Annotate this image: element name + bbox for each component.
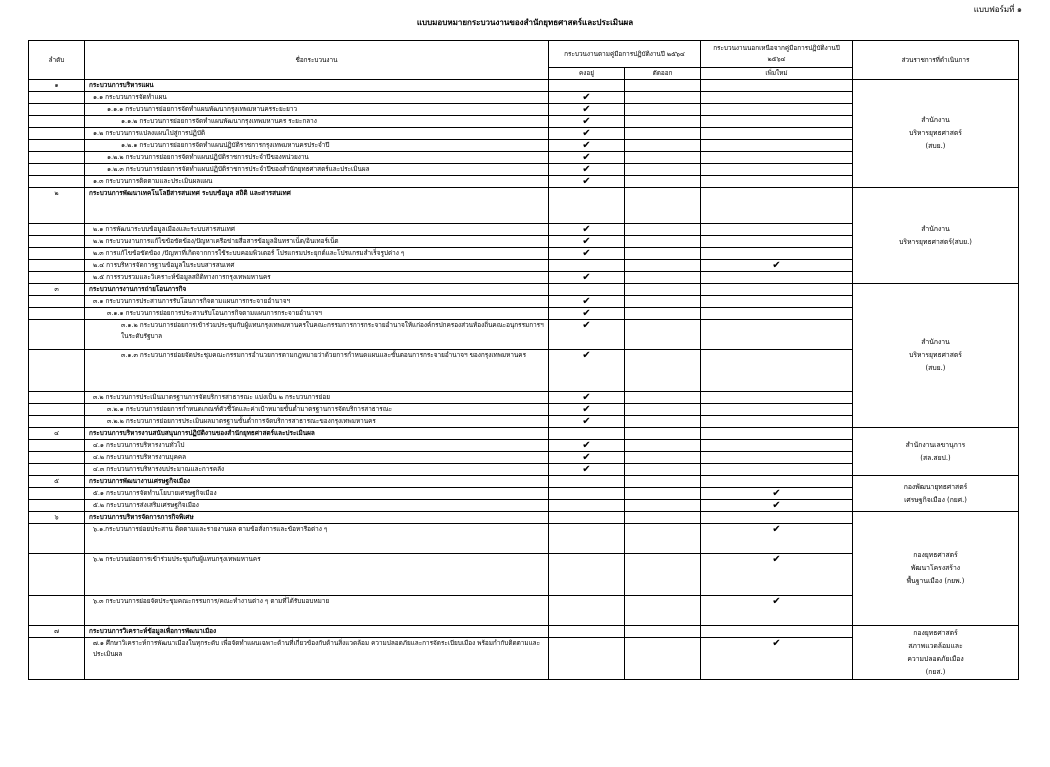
- row-number: [29, 488, 85, 500]
- keep-cell: [549, 392, 625, 404]
- process-name: ๖.๑.กระบวนการย่อยประสาน ติดตามและรายงานผล ตามข้อสั่งการและข้อหารือต่าง ๆ: [85, 524, 549, 554]
- keep-cell: [549, 308, 625, 320]
- keep-cell: [549, 638, 625, 680]
- keep-cell: [549, 626, 625, 638]
- page-title: แบบมอบหมายกระบวนงานของสำนักยุทธศาสตร์และประเมินผล: [416, 18, 634, 27]
- new-cell: [701, 104, 853, 116]
- cut-cell: [625, 104, 701, 116]
- header-name: ชื่อกระบวนงาน: [85, 41, 549, 80]
- keep-cell: [549, 524, 625, 554]
- process-name: ๒.๕ การรวบรวมและวิเคราะห์ข้อมูลสถิติทางการกรุงเทพมหานคร: [85, 272, 549, 284]
- new-cell: [701, 272, 853, 284]
- process-name: ๓.๒.๒ กระบวนการย่อยการประเมินผลมาตรฐานขั้นต่ำการจัดบริการสาธารณะของกรุงเทพมหานคร: [85, 416, 549, 428]
- row-number: [29, 272, 85, 284]
- keep-cell: [549, 296, 625, 308]
- check-icon: ✔: [582, 116, 591, 127]
- new-cell: [701, 476, 853, 488]
- header-cut: ตัดออก: [625, 68, 701, 80]
- process-name: ๕.๑ กระบวนการจัดทำนโยบายเศรษฐกิจเมือง: [85, 488, 549, 500]
- process-name: ๒.๒ กระบวนงานการแก้ไขข้อขัดข้อง/ปัญหาเครือข่ายสื่อสารข้อมูลอินทราเน็ต/อินเทอร์เน็ต: [85, 236, 549, 248]
- responsible-unit: [853, 188, 1019, 284]
- row-number: [29, 500, 85, 512]
- responsible-unit: [853, 284, 1019, 428]
- new-cell: [701, 92, 853, 104]
- keep-cell: [549, 350, 625, 392]
- form-number: แบบฟอร์มที่ ๑: [973, 5, 1022, 14]
- cut-cell: [625, 152, 701, 164]
- new-cell: [701, 188, 853, 224]
- cut-cell: [625, 428, 701, 440]
- process-name: กระบวนการวิเคราะห์ข้อมูลเพื่อการพัฒนาเมือง: [85, 626, 549, 638]
- keep-cell: [549, 284, 625, 296]
- process-name: ๑.๑.๒ กระบวนการย่อยการจัดทำแผนพัฒนากรุงเทพมหานคร ระยะกลาง: [85, 116, 549, 128]
- cut-cell: [625, 164, 701, 176]
- check-icon: ✔: [582, 140, 591, 151]
- process-name: ๓.๑.๒ กระบวนการย่อยการเข้าร่วมประชุมกับผู้แทนกรุงเทพมหานครในคณะกรรมการการกระจายอำนาจให้แก่องค์กรปกครองส่วนท้องถิ่นคณะอนุกรรมการฯ ในระดับรัฐบาล: [85, 320, 549, 350]
- responsible-line: สำนักงาน: [921, 338, 950, 346]
- process-name: ๓.๑.๑ กระบวนการย่อยการประสานรับโอนภารกิจตามแผนการกระจายอำนาจฯ: [85, 308, 549, 320]
- cut-cell: [625, 626, 701, 638]
- table-row: [29, 512, 1019, 524]
- process-name: ๑.๓ กระบวนการติดตามและประเมินผลแผน: [85, 176, 549, 188]
- responsible-line: สำนักงาน: [921, 224, 950, 233]
- responsible-line: (สบย.): [925, 142, 946, 150]
- check-icon: ✔: [582, 404, 591, 415]
- process-name: กระบวนการบริหารแผน: [85, 80, 549, 92]
- cut-cell: [625, 272, 701, 284]
- row-number: [29, 104, 85, 116]
- new-cell: [701, 116, 853, 128]
- row-number: [29, 404, 85, 416]
- table-row: [29, 284, 1019, 296]
- row-number: [29, 440, 85, 452]
- cut-cell: [625, 236, 701, 248]
- table-row: [29, 428, 1019, 440]
- row-number: [29, 152, 85, 164]
- check-icon: ✔: [582, 308, 591, 319]
- responsible-line: กองยุทธศาสตร์: [913, 551, 958, 559]
- table-row: [29, 626, 1019, 638]
- row-number: [29, 464, 85, 476]
- keep-cell: [549, 80, 625, 92]
- row-number: [29, 176, 85, 188]
- keep-cell: [549, 500, 625, 512]
- keep-cell: [549, 104, 625, 116]
- header-outside-group: กระบวนงานนอกเหนือจากคู่มือการปฏิบัติงานปี ๒๕๖๔: [701, 41, 853, 68]
- check-icon: ✔: [582, 128, 591, 139]
- responsible-line: พื้นฐานเมือง (กยพ.): [906, 577, 965, 585]
- keep-cell: [549, 404, 625, 416]
- row-number: [29, 638, 85, 680]
- new-cell: [701, 308, 853, 320]
- process-name: ๒.๓ การแก้ไขข้อขัดข้อง /ปัญหาที่เกิดจากการใช้ระบบคอมพิวเตอร์ โปรแกรมประยุกต์และโปรแกรมสำเร็จรูปต่าง ๆ: [85, 248, 549, 260]
- row-number: [29, 128, 85, 140]
- table-body: [29, 80, 1019, 680]
- responsible-line: (สบย.): [925, 364, 946, 372]
- row-number: ๓: [29, 284, 85, 296]
- new-cell: [701, 554, 853, 596]
- keep-cell: [549, 260, 625, 272]
- check-icon: ✔: [582, 464, 591, 475]
- keep-cell: [549, 176, 625, 188]
- process-name: ๑.๒.๒ กระบวนการย่อยการจัดทำแผนปฏิบัติราชการประจำปีของหน่วยงาน: [85, 152, 549, 164]
- header-manual-group: กระบวนงานตามคู่มือการปฏิบัติงานปี ๒๕๖๔: [549, 41, 701, 68]
- keep-cell: [549, 140, 625, 152]
- row-number: ๕: [29, 476, 85, 488]
- new-cell: [701, 428, 853, 440]
- new-cell: [701, 164, 853, 176]
- process-name: ๑.๒.๓ กระบวนการย่อยการจัดทำแผนปฏิบัติราชการประจำปีของสำนักยุทธศาสตร์และประเมินผล: [85, 164, 549, 176]
- row-number: ๑: [29, 80, 85, 92]
- cut-cell: [625, 440, 701, 452]
- responsible-line: ความปลอดภัยเมือง: [907, 654, 964, 663]
- check-icon: ✔: [582, 452, 591, 463]
- new-cell: [701, 260, 853, 272]
- process-name: ๖.๒ กระบวนย่อยการเข้าร่วมประชุมกับผู้แทนกรุงเทพมหานคร: [85, 554, 549, 596]
- keep-cell: [549, 164, 625, 176]
- keep-cell: [549, 92, 625, 104]
- table-row: [29, 476, 1019, 488]
- new-cell: [701, 128, 853, 140]
- new-cell: [701, 452, 853, 464]
- check-icon: ✔: [772, 488, 781, 499]
- check-icon: ✔: [582, 176, 591, 187]
- responsible-line: กองยุทธศาสตร์: [913, 628, 958, 637]
- process-name: กระบวนการงานการถ่ายโอนภารกิจ: [85, 284, 549, 296]
- check-icon: ✔: [582, 224, 591, 235]
- cut-cell: [625, 140, 701, 152]
- cut-cell: [625, 500, 701, 512]
- cut-cell: [625, 320, 701, 350]
- cut-cell: [625, 224, 701, 236]
- process-name: ๑.๑ กระบวนการจัดทำแผน: [85, 92, 549, 104]
- row-number: [29, 416, 85, 428]
- cut-cell: [625, 116, 701, 128]
- cut-cell: [625, 188, 701, 224]
- keep-cell: [549, 512, 625, 524]
- cut-cell: [625, 350, 701, 392]
- cut-cell: [625, 308, 701, 320]
- new-cell: [701, 392, 853, 404]
- new-cell: [701, 80, 853, 92]
- keep-cell: [549, 188, 625, 224]
- row-number: ๗: [29, 626, 85, 638]
- responsible-line: สภาพแวดล้อมและ: [908, 641, 963, 650]
- row-number: ๖: [29, 512, 85, 524]
- new-cell: [701, 236, 853, 248]
- check-icon: ✔: [582, 164, 591, 175]
- header-keep: คงอยู่: [549, 68, 625, 80]
- row-number: ๔: [29, 428, 85, 440]
- check-icon: ✔: [582, 236, 591, 247]
- process-name: ๑.๒ กระบวนการแปลงแผนไปสู่การปฏิบัติ: [85, 128, 549, 140]
- row-number: [29, 92, 85, 104]
- responsible-line: บริหารยุทธศาสตร์: [909, 351, 962, 359]
- check-icon: ✔: [772, 500, 781, 511]
- row-number: [29, 452, 85, 464]
- responsible-line: กองพัฒนายุทธศาสตร์: [903, 482, 968, 491]
- table-row: [29, 80, 1019, 92]
- cut-cell: [625, 416, 701, 428]
- new-cell: [701, 416, 853, 428]
- responsible-unit: [853, 80, 1019, 188]
- keep-cell: [549, 488, 625, 500]
- check-icon: ✔: [582, 248, 591, 259]
- check-icon: ✔: [772, 524, 781, 535]
- header-new: เพิ่มใหม่: [701, 68, 853, 80]
- new-cell: [701, 224, 853, 236]
- cut-cell: [625, 92, 701, 104]
- cut-cell: [625, 296, 701, 308]
- process-name: ๒.๑ การพัฒนาระบบข้อมูลเมืองและระบบสารสนเทศ: [85, 224, 549, 236]
- row-number: ๒: [29, 188, 85, 224]
- check-icon: ✔: [582, 320, 591, 331]
- cut-cell: [625, 596, 701, 626]
- new-cell: [701, 512, 853, 524]
- responsible-unit: [853, 626, 1019, 680]
- responsible-line: เศรษฐกิจเมือง (กยศ.): [904, 495, 967, 504]
- process-name: ๔.๒ กระบวนการบริหารงานบุคคล: [85, 452, 549, 464]
- process-name: ๓.๑ กระบวนการประสานการรับโอนการกิจตามแผนการกระจายอำนาจฯ: [85, 296, 549, 308]
- keep-cell: [549, 464, 625, 476]
- keep-cell: [549, 320, 625, 350]
- cut-cell: [625, 392, 701, 404]
- row-number: [29, 350, 85, 392]
- responsible-line: (กยส.): [925, 667, 946, 676]
- process-table: [28, 40, 1019, 680]
- row-number: [29, 524, 85, 554]
- cut-cell: [625, 512, 701, 524]
- responsible-line: บริหารยุทธศาสตร์: [909, 129, 962, 137]
- check-icon: ✔: [582, 92, 591, 103]
- process-name: ๒.๔ การบริหารจัดการฐานข้อมูลในระบบสารสนเทศ: [85, 260, 549, 272]
- cut-cell: [625, 476, 701, 488]
- cut-cell: [625, 176, 701, 188]
- cut-cell: [625, 638, 701, 680]
- process-name: กระบวนการพัฒนาเทคโนโลยีสารสนเทศ ระบบข้อมูล สถิติ และสารสนเทศ: [85, 188, 549, 224]
- keep-cell: [549, 152, 625, 164]
- keep-cell: [549, 224, 625, 236]
- responsible-line: บริหารยุทธศาสตร์(สบย.): [899, 237, 972, 246]
- check-icon: ✔: [772, 638, 781, 649]
- keep-cell: [549, 128, 625, 140]
- row-number: [29, 140, 85, 152]
- table-row: [29, 188, 1019, 224]
- cut-cell: [625, 404, 701, 416]
- responsible-unit: [853, 476, 1019, 512]
- keep-cell: [549, 440, 625, 452]
- keep-cell: [549, 116, 625, 128]
- new-cell: [701, 152, 853, 164]
- row-number: [29, 596, 85, 626]
- responsible-line: สำนักงานเลขานุการ: [905, 440, 966, 449]
- process-name: กระบวนการบริหารจัดการภารกิจพิเศษ: [85, 512, 549, 524]
- new-cell: [701, 248, 853, 260]
- new-cell: [701, 320, 853, 350]
- header-no: ลำดับ: [29, 41, 85, 80]
- new-cell: [701, 596, 853, 626]
- keep-cell: [549, 554, 625, 596]
- row-number: [29, 296, 85, 308]
- check-icon: ✔: [772, 596, 781, 607]
- cut-cell: [625, 284, 701, 296]
- process-name: ๑.๑.๑ กระบวนการย่อยการจัดทำแผนพัฒนากรุงเทพมหานครระยะยาว: [85, 104, 549, 116]
- new-cell: [701, 638, 853, 680]
- keep-cell: [549, 236, 625, 248]
- cut-cell: [625, 80, 701, 92]
- keep-cell: [549, 416, 625, 428]
- keep-cell: [549, 248, 625, 260]
- process-name: ๓.๒ กระบวนการประเมินมาตรฐานการจัดบริการสาธารณะ แบ่งเป็น ๒ กระบวนการย่อย: [85, 392, 549, 404]
- row-number: [29, 260, 85, 272]
- check-icon: ✔: [582, 104, 591, 115]
- cut-cell: [625, 260, 701, 272]
- new-cell: [701, 140, 853, 152]
- process-name: ๑.๒.๑ กระบวนการย่อยการจัดทำแผนปฏิบัติราชการกรุงเทพมหานครประจำปี: [85, 140, 549, 152]
- check-icon: ✔: [582, 272, 591, 283]
- cut-cell: [625, 452, 701, 464]
- check-icon: ✔: [582, 296, 591, 307]
- keep-cell: [549, 428, 625, 440]
- responsible-line: (สล.สยป.): [920, 453, 951, 462]
- new-cell: [701, 440, 853, 452]
- keep-cell: [549, 452, 625, 464]
- keep-cell: [549, 476, 625, 488]
- process-name: กระบวนการบริหารงานสนับสนุนการปฏิบัติงานของสำนักยุทธศาสตร์และประเมินผล: [85, 428, 549, 440]
- responsible-unit: [853, 428, 1019, 476]
- row-number: [29, 554, 85, 596]
- cut-cell: [625, 554, 701, 596]
- header-responsible: ส่วนราชการที่ดำเนินการ: [853, 41, 1019, 80]
- process-name: ๔.๓ กระบวนการบริหารงบประมาณและการคลัง: [85, 464, 549, 476]
- cut-cell: [625, 488, 701, 500]
- row-number: [29, 308, 85, 320]
- process-name: ๓.๑.๓ กระบวนการย่อยจัดประชุมคณะกรรมการอำนวยการตามกฎหมายว่าด้วยการกำหนดแผนและขั้นตอนการกระจายอำนาจฯ ของกรุงเทพมหานคร: [85, 350, 549, 392]
- row-number: [29, 164, 85, 176]
- new-cell: [701, 464, 853, 476]
- check-icon: ✔: [582, 392, 591, 403]
- responsible-line: สำนักงาน: [921, 116, 950, 124]
- cut-cell: [625, 248, 701, 260]
- check-icon: ✔: [582, 152, 591, 163]
- process-name: ๓.๒.๑ กระบวนการย่อยการกำหนดเกณฑ์ตัวชี้วัดและค่าเป้าหมายขั้นต่ำมาตรฐานการจัดบริการสาธารณะ: [85, 404, 549, 416]
- cut-cell: [625, 524, 701, 554]
- row-number: [29, 236, 85, 248]
- row-number: [29, 248, 85, 260]
- cut-cell: [625, 464, 701, 476]
- check-icon: ✔: [772, 260, 781, 271]
- process-name: กระบวนการพัฒนางานเศรษฐกิจเมือง: [85, 476, 549, 488]
- process-name: ๔.๑ กระบวนการบริหารงานทั่วไป: [85, 440, 549, 452]
- new-cell: [701, 296, 853, 308]
- new-cell: [701, 626, 853, 638]
- row-number: [29, 392, 85, 404]
- cut-cell: [625, 128, 701, 140]
- check-icon: ✔: [582, 416, 591, 427]
- keep-cell: [549, 596, 625, 626]
- row-number: [29, 224, 85, 236]
- responsible-line: พัฒนาโครงสร้าง: [910, 564, 961, 572]
- row-number: [29, 320, 85, 350]
- new-cell: [701, 350, 853, 392]
- check-icon: ✔: [582, 350, 591, 361]
- process-name: ๕.๒ กระบวนการส่งเสริมเศรษฐกิจเมือง: [85, 500, 549, 512]
- row-number: [29, 116, 85, 128]
- process-name: ๗.๑ ศึกษาวิเคราะห์การพัฒนาเมืองในทุกระดับ เพื่อจัดทำแผนเฉพาะด้านที่เกี่ยวข้องกับด้านสิ่งแวดล้อม ความปลอดภัยและการจัดระเบียบเมือง พร้อมกำกับติดตามและประเมินผล: [85, 638, 549, 680]
- check-icon: ✔: [582, 440, 591, 451]
- new-cell: [701, 500, 853, 512]
- process-name: ๖.๓ กระบวนการย่อยจัดประชุมคณะกรรมการ/คณะทำงานต่าง ๆ ตามที่ได้รับมอบหมาย: [85, 596, 549, 626]
- keep-cell: [549, 272, 625, 284]
- new-cell: [701, 524, 853, 554]
- new-cell: [701, 176, 853, 188]
- new-cell: [701, 488, 853, 500]
- new-cell: [701, 284, 853, 296]
- check-icon: ✔: [772, 554, 781, 565]
- responsible-unit: [853, 512, 1019, 626]
- new-cell: [701, 404, 853, 416]
